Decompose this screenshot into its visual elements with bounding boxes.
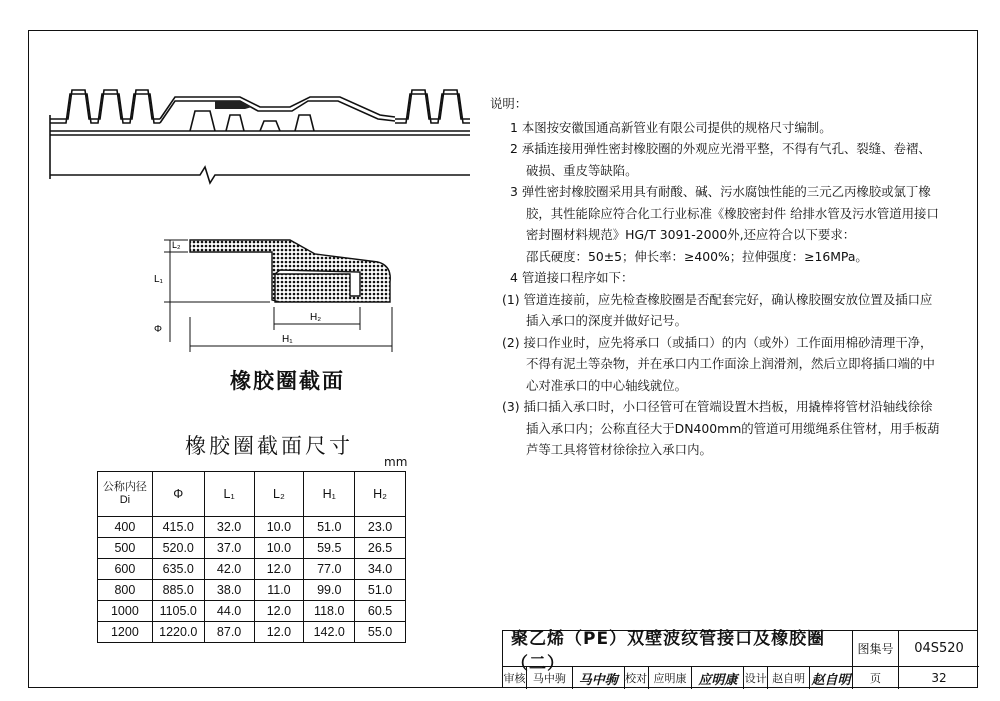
table-cell: 87.0 xyxy=(204,622,254,643)
note-line: 密封圈材料规范》HG/T 3091-2000外,还应符合以下要求： xyxy=(526,227,856,242)
note-line: 芦等工具将管材徐徐拉入承口内。 xyxy=(526,442,712,457)
table-cell: 10.0 xyxy=(254,517,304,538)
note-line: 1 本图按安徽国通高新管业有限公司提供的规格尺寸编制。 xyxy=(510,119,832,135)
table-cell: 142.0 xyxy=(304,622,355,643)
table-cell: 77.0 xyxy=(304,559,355,580)
table-row xyxy=(98,601,406,622)
ring-profile-drawing xyxy=(140,212,410,357)
table-cell: 37.0 xyxy=(204,538,254,559)
table-title: 橡胶圈截面尺寸 xyxy=(185,434,353,458)
table-cell: 42.0 xyxy=(204,559,254,580)
table-unit: mm xyxy=(384,455,408,469)
table-cell: 500 xyxy=(98,538,153,559)
col-header-di: 公称内径 Di xyxy=(98,472,153,517)
table-cell: 12.0 xyxy=(254,601,304,622)
table-row xyxy=(98,559,406,580)
check-label: 校对 xyxy=(625,667,649,689)
notes-heading: 说明： xyxy=(490,96,528,111)
page-label: 页 xyxy=(853,667,899,689)
table-cell: 635.0 xyxy=(152,559,204,580)
reviewer-name: 马中驹 xyxy=(527,667,573,689)
table-cell: 34.0 xyxy=(355,559,406,580)
note-line: 胶，其性能除应符合化工行业标准《橡胶密封件 给排水管及污水管道用接口 xyxy=(526,205,939,221)
table-cell: 44.0 xyxy=(204,601,254,622)
note-line: 邵氏硬度：50±5；伸长率：≥400%；拉伸强度：≥16MPa。 xyxy=(526,248,868,264)
l2-dim-label: L₂ xyxy=(172,240,181,250)
designer-signature: 赵自明 xyxy=(811,672,851,688)
note-line: (1) 管道连接前，应先检查橡胶圈是否配套完好，确认橡胶圈安放位置及插口应 xyxy=(502,291,933,307)
pipe-joint-drawing xyxy=(40,75,490,190)
note-line: 插入承口的深度并做好记号。 xyxy=(526,313,688,328)
table-cell: 99.0 xyxy=(304,580,355,601)
table-cell: 1000 xyxy=(98,601,153,622)
table-cell: 1105.0 xyxy=(152,601,204,622)
table-cell: 12.0 xyxy=(254,622,304,643)
col-header-h1: H₁ xyxy=(304,472,355,517)
phi-dim-label: Φ xyxy=(154,324,162,335)
table-cell: 32.0 xyxy=(204,517,254,538)
designer-name: 赵自明 xyxy=(768,667,810,689)
atlas-number: 04S520 xyxy=(899,631,979,667)
profile-title: 橡胶圈截面 xyxy=(230,369,345,393)
h1-dim-label: H₁ xyxy=(282,334,293,345)
note-line: 4 管道接口程序如下： xyxy=(510,270,634,285)
drawing-title: 聚乙烯（PE）双壁波纹管接口及橡胶圈（二） xyxy=(503,631,853,667)
note-line: 心对准承口的中心轴线就位。 xyxy=(526,377,688,393)
table-cell: 55.0 xyxy=(355,622,406,643)
table-cell: 23.0 xyxy=(355,517,406,538)
signature-row xyxy=(503,667,853,689)
col-header-h2: H₂ xyxy=(355,472,406,517)
note-line: (3) 插口插入承口时，小口径管可在管端设置木挡板，用撬棒将管材沿轴线徐徐 xyxy=(502,399,933,414)
checker-name: 应明康 xyxy=(649,667,693,689)
table-cell: 520.0 xyxy=(152,538,204,559)
notes-block xyxy=(490,93,960,461)
table-cell: 1200 xyxy=(98,622,153,643)
table-header-row xyxy=(98,472,406,517)
table-row xyxy=(98,538,406,559)
title-block xyxy=(502,630,978,688)
table-cell: 59.5 xyxy=(304,538,355,559)
review-label: 审核 xyxy=(503,667,527,689)
table-cell: 10.0 xyxy=(254,538,304,559)
table-cell: 11.0 xyxy=(254,580,304,601)
table-cell: 885.0 xyxy=(152,580,204,601)
dimension-table xyxy=(97,471,406,643)
atlas-label: 图集号 xyxy=(853,631,899,667)
page-number: 32 xyxy=(931,671,947,685)
reviewer-signature: 马中驹 xyxy=(573,667,625,689)
table-cell: 415.0 xyxy=(152,517,204,538)
design-label: 设计 xyxy=(744,667,768,689)
col-header-l2: L₂ xyxy=(254,472,304,517)
col-header-phi: Φ xyxy=(152,472,204,517)
table-row xyxy=(98,517,406,538)
table-cell: 51.0 xyxy=(304,517,355,538)
table-cell: 60.5 xyxy=(355,601,406,622)
table-row xyxy=(98,622,406,643)
h2-dim-label: H₂ xyxy=(310,312,322,323)
note-line: 3 弹性密封橡胶圈采用具有耐酸、碱、污水腐蚀性能的三元乙丙橡胶或氯丁橡 xyxy=(510,184,931,199)
table-cell: 800 xyxy=(98,580,153,601)
note-line: 插入承口内；公称直径大于DN400mm的管道可用缆绳系住管材，用手板葫 xyxy=(526,420,940,436)
table-cell: 600 xyxy=(98,559,153,580)
table-cell: 400 xyxy=(98,517,153,538)
note-line: 破损、重皮等缺陷。 xyxy=(526,162,638,178)
note-line: 2 承插连接用弹性密封橡胶圈的外观应光滑平整，不得有气孔、裂缝、卷褶、 xyxy=(510,141,931,156)
table-cell: 26.5 xyxy=(355,538,406,559)
checker-signature: 应明康 xyxy=(692,667,744,689)
note-line: 不得有泥土等杂物，并在承口内工作面涂上润滑剂，然后立即将插口端的中 xyxy=(526,356,935,371)
col-header-l1: L₁ xyxy=(204,472,254,517)
table-cell: 118.0 xyxy=(304,601,355,622)
table-cell: 51.0 xyxy=(355,580,406,601)
table-cell: 12.0 xyxy=(254,559,304,580)
table-row xyxy=(98,580,406,601)
l1-dim-label: L₁ xyxy=(154,274,163,285)
table-cell: 38.0 xyxy=(204,580,254,601)
note-line: (2) 接口作业时，应先将承口（或插口）的内（或外）工作面用棉砂清理干净， xyxy=(502,334,933,350)
table-cell: 1220.0 xyxy=(152,622,204,643)
